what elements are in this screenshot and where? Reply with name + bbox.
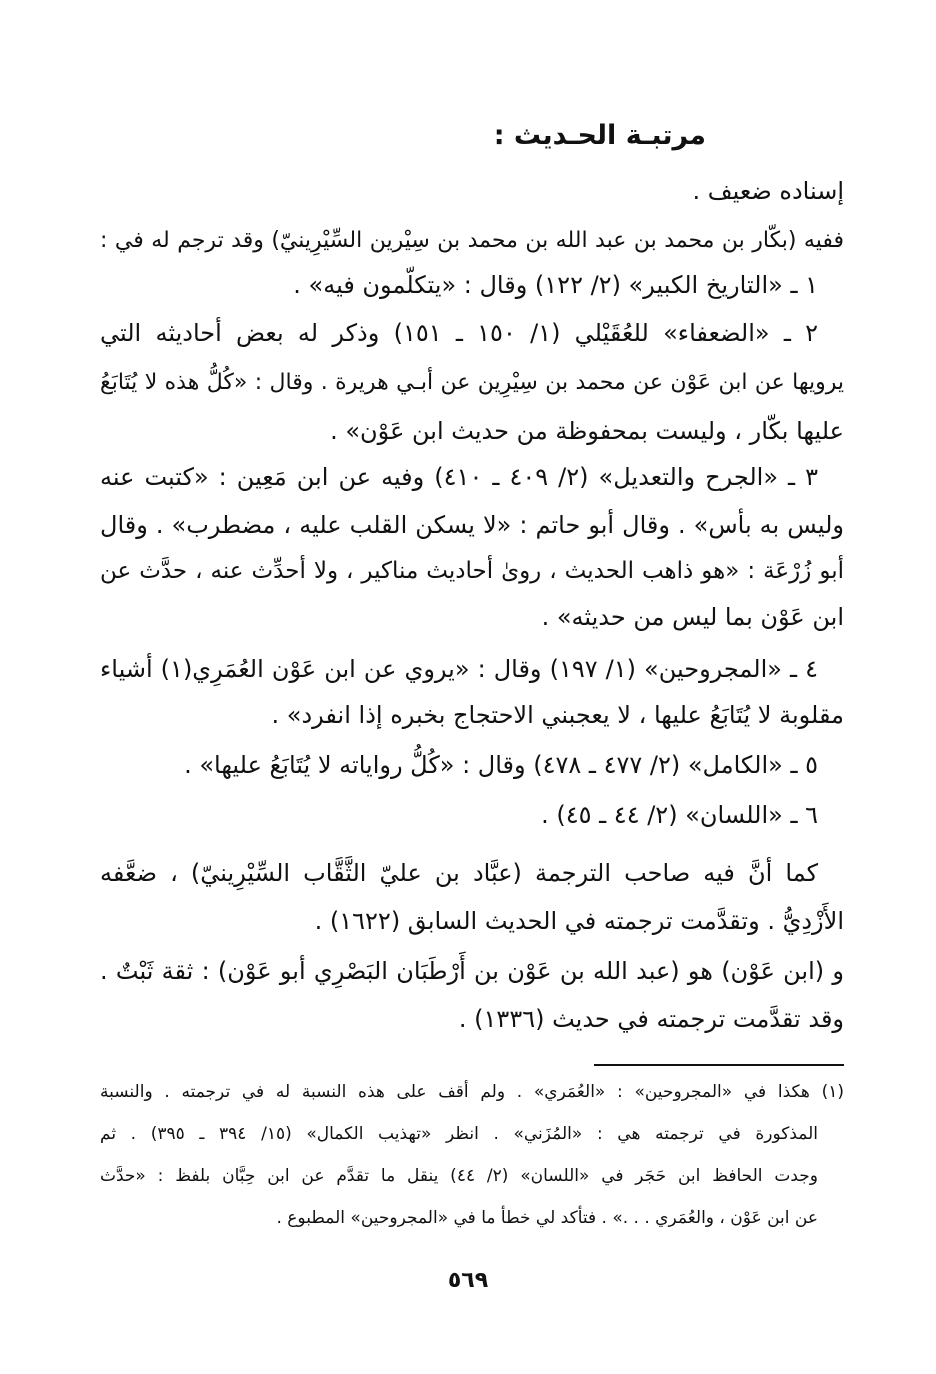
text-line: وليس به بأس» . وقال أبو حاتم : «لا يسكن القلب عليه ، مضطرب» . وقال [100,511,844,539]
footnote-separator [594,1064,844,1066]
text-line: ابن عَوْن بما ليس من حديثه» . [541,603,844,631]
text-line: ٤ ـ «المجروحين» (١/ ١٩٧) وقال : «يروي عن ابن عَوْن العُمَرِي(١) أشياء [100,655,818,683]
text-line: الأَزْدِيُّ . وتقدَّمت ترجمته في الحديث السابق (١٦٢٢) . [314,907,844,935]
text-line: إسناده ضعيف . [692,177,844,205]
section-heading: مرتبـة الحـديث : [493,120,706,151]
text-line: ٦ ـ «اللسان» (٢/ ٤٤ ـ ٤٥) . [541,801,818,829]
text-line: و (ابن عَوْن) هو (عبد الله بن عَوْن بن أَرْطَبَان البَصْرِي أبو عَوْن) : ثقة ثَبْتٌ . [100,957,844,985]
text-line: مقلوبة لا يُتَابَعُ عليها ، لا يعجبني الاحتجاج بخبره إذا انفرد» . [271,701,844,729]
text-line: كما أنَّ فيه صاحب الترجمة (عبَّاد بن عليّ الثَّقَّاب السِّيْرِينيّ) ، ضعَّفه [100,859,818,887]
text-line: ٥ ـ «الكامل» (٢/ ٤٧٧ ـ ٤٧٨) وقال : «كُلُّ رواياته لا يُتَابَعُ عليها» . [184,751,818,779]
footnote-line: عن ابن عَوْن ، والعُمَري . . .» . فتأكد لي خطأ ما في «المجروحين» المطبوع . [276,1208,818,1228]
footnote-line: وجدت الحافظ ابن حَجَر في «اللسان» (٢/ ٤٤) ينقل ما تقدَّم عن ابن حِبَّان بلفظ : «حدَّث [100,1166,818,1186]
text-line: ٢ ـ «الضعفاء» للعُقَيْلي (١/ ١٥٠ ـ ١٥١) وذكر له بعض أحاديثه التي [100,319,819,347]
page-number: ٥٦٩ [447,1268,489,1293]
text-line: ١ ـ «التاريخ الكبير» (٢/ ١٢٢) وقال : «يتكلّمون فيه» . [293,271,818,299]
text-line: يرويها عن ابن عَوْن عن محمد بن سِيْرِين عن أبـي هريرة . وقال : «كُلُّ هذه لا يُتَابَعُ [100,370,844,395]
text-line: وقد تقدَّمت ترجمته في حديث (١٣٣٦) . [458,1005,844,1033]
footnote-line: المذكورة في ترجمته هي : «المُزَني» . انظر «تهذيب الكمال» (١٥/ ٣٩٤ ـ ٣٩٥) . ثم [100,1124,818,1144]
text-line: أبو زُرْعَة : «هو ذاهب الحديث ، روىٰ أحاديث مناكير ، ولا أحدِّث عنه ، حدَّث عن [100,558,844,584]
text-line: عليها بكّار ، وليست بمحفوظة من حديث ابن عَوْن» . [330,417,844,445]
text-line: ففيه (بكّار بن محمد بن عبد الله بن محمد بن سِيْرين السِّيْرِينيّ) وقد ترجم له في : [100,228,844,253]
footnote-line: (١) هكذا في «المجروحين» : «العُمَري» . ولم أقف على هذه النسبة له في ترجمته . والنسبة [100,1082,844,1102]
text-line: ٣ ـ «الجرح والتعديل» (٢/ ٤٠٩ ـ ٤١٠) وفيه عن ابن مَعِين : «كتبت عنه [100,463,819,491]
